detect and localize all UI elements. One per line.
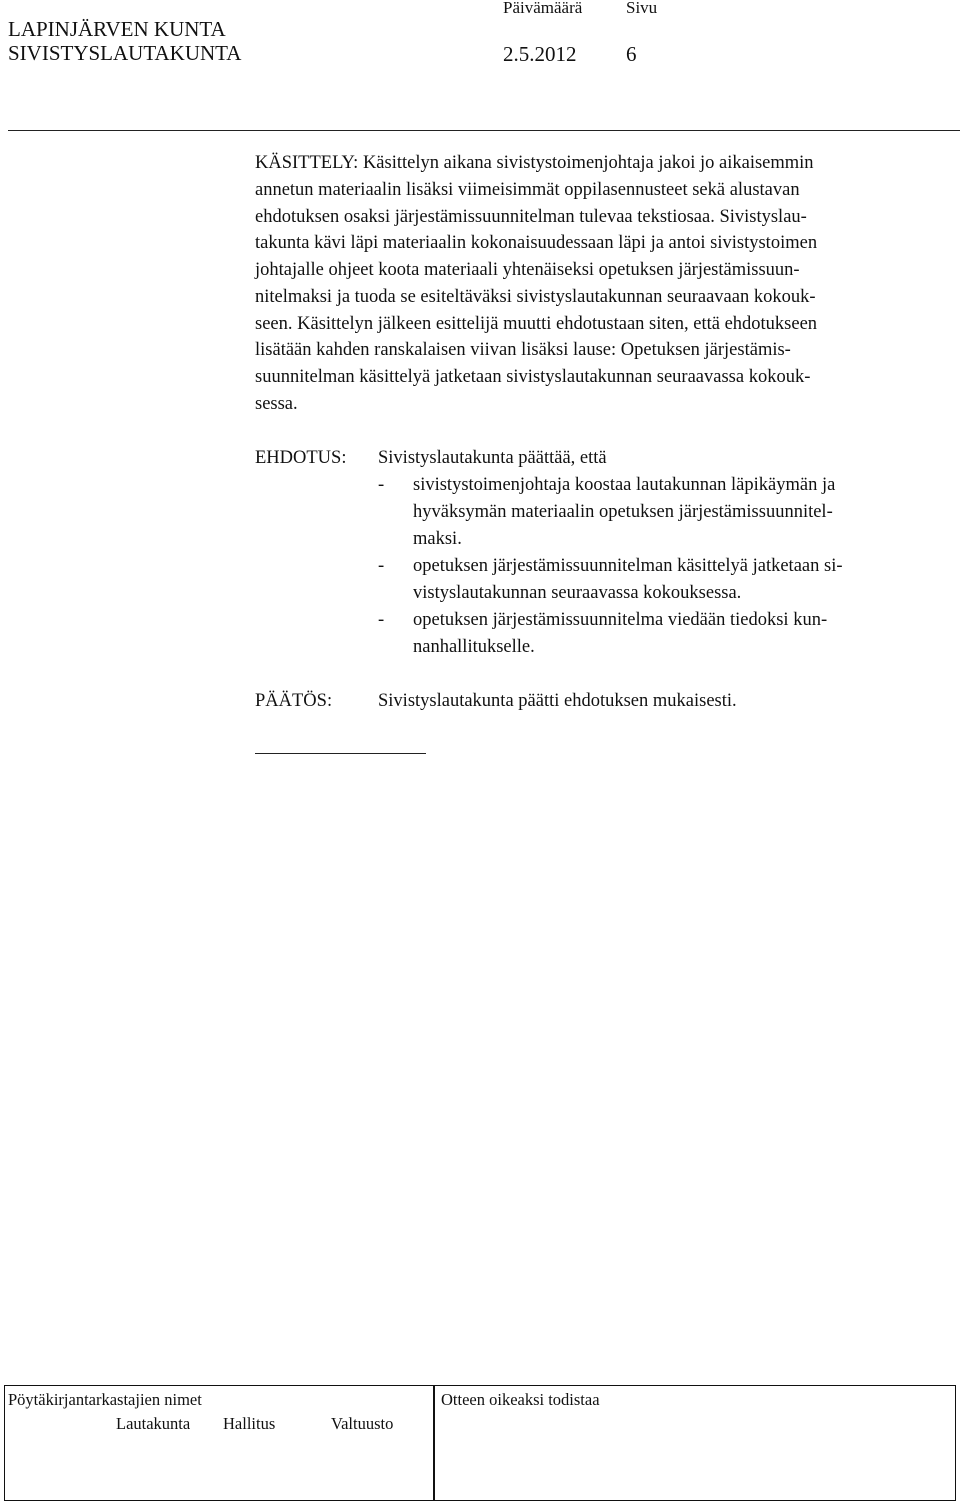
kasittely-line: annetun materiaalin lisäksi viimeisimmät oppilasennusteet sekä alustavan bbox=[255, 180, 800, 200]
list-item-line: nanhallitukselle. bbox=[413, 637, 535, 657]
ehdotus-label: EHDOTUS: bbox=[255, 448, 347, 468]
kasittely-line: takunta kävi läpi materiaalin kokonaisuudessaan läpi ja antoi sivistystoimen bbox=[255, 233, 818, 253]
kasittely-line: nitelmaksi ja tuoda se esiteltäväksi sivistyslautakunnan seuraavaan kokouk- bbox=[255, 287, 816, 307]
list-item-line: opetuksen järjestämissuunnitelman käsittelyä jatketaan si- bbox=[413, 556, 843, 576]
date-label: Päivämäärä bbox=[503, 0, 583, 17]
footer-divider bbox=[433, 1385, 435, 1501]
list-item-line: sivistystoimenjohtaja koostaa lautakunnan läpikäymän ja bbox=[413, 475, 836, 495]
list-item-line: opetuksen järjestämissuunnitelma viedään tiedoksi kun- bbox=[413, 610, 828, 630]
header-divider bbox=[8, 130, 960, 131]
footer-body-hallitus: Hallitus bbox=[223, 1414, 276, 1433]
organization-name: LAPINJÄRVEN KUNTA bbox=[8, 17, 226, 41]
list-dash: - bbox=[378, 556, 385, 576]
section-end-rule bbox=[255, 753, 426, 754]
ehdotus-intro: Sivistyslautakunta päättää, että bbox=[378, 448, 607, 468]
date-value: 2.5.2012 bbox=[503, 42, 577, 66]
kasittely-line: seen. Käsittelyn jälkeen esittelijä muutti ehdotustaan siten, että ehdotukseen bbox=[255, 314, 818, 334]
page-label: Sivu bbox=[626, 0, 658, 17]
footer-body-valtuusto: Valtuusto bbox=[331, 1414, 394, 1433]
kasittely-line: suunnitelman käsittelyä jatketaan sivistyslautakunnan seuraavassa kokouk- bbox=[255, 367, 811, 387]
paatos-label: PÄÄTÖS: bbox=[255, 691, 333, 711]
kasittely-line: johtajalle ohjeet koota materiaali yhtenäiseksi opetuksen järjestämissuun- bbox=[255, 260, 800, 280]
list-item-line: maksi. bbox=[413, 529, 462, 549]
page-number: 6 bbox=[626, 42, 637, 66]
kasittely-line: ehdotuksen osaksi järjestämissuunnitelman tulevaa tekstiosaa. Sivistyslau- bbox=[255, 207, 807, 227]
kasittely-line: KÄSITTELY: Käsittelyn aikana sivistystoimenjohtaja jakoi jo aikaisemmin bbox=[255, 153, 814, 173]
list-dash: - bbox=[378, 475, 385, 495]
kasittely-line: sessa. bbox=[255, 394, 298, 414]
checkers-label: Pöytäkirjantarkastajien nimet bbox=[8, 1390, 202, 1409]
footer-body-lautakunta: Lautakunta bbox=[116, 1414, 191, 1433]
kasittely-line: lisätään kahden ranskalaisen viivan lisäksi lause: Opetuksen järjestämis- bbox=[255, 340, 791, 360]
list-item-line: hyväksymän materiaalin opetuksen järjestämissuunnitel- bbox=[413, 502, 833, 522]
department-name: SIVISTYSLAUTAKUNTA bbox=[8, 41, 242, 65]
list-item-line: vistyslautakunnan seuraavassa kokouksessa. bbox=[413, 583, 742, 603]
list-dash: - bbox=[378, 610, 385, 630]
paatos-text: Sivistyslautakunta päätti ehdotuksen mukaisesti. bbox=[378, 691, 737, 711]
certified-label: Otteen oikeaksi todistaa bbox=[441, 1390, 600, 1409]
